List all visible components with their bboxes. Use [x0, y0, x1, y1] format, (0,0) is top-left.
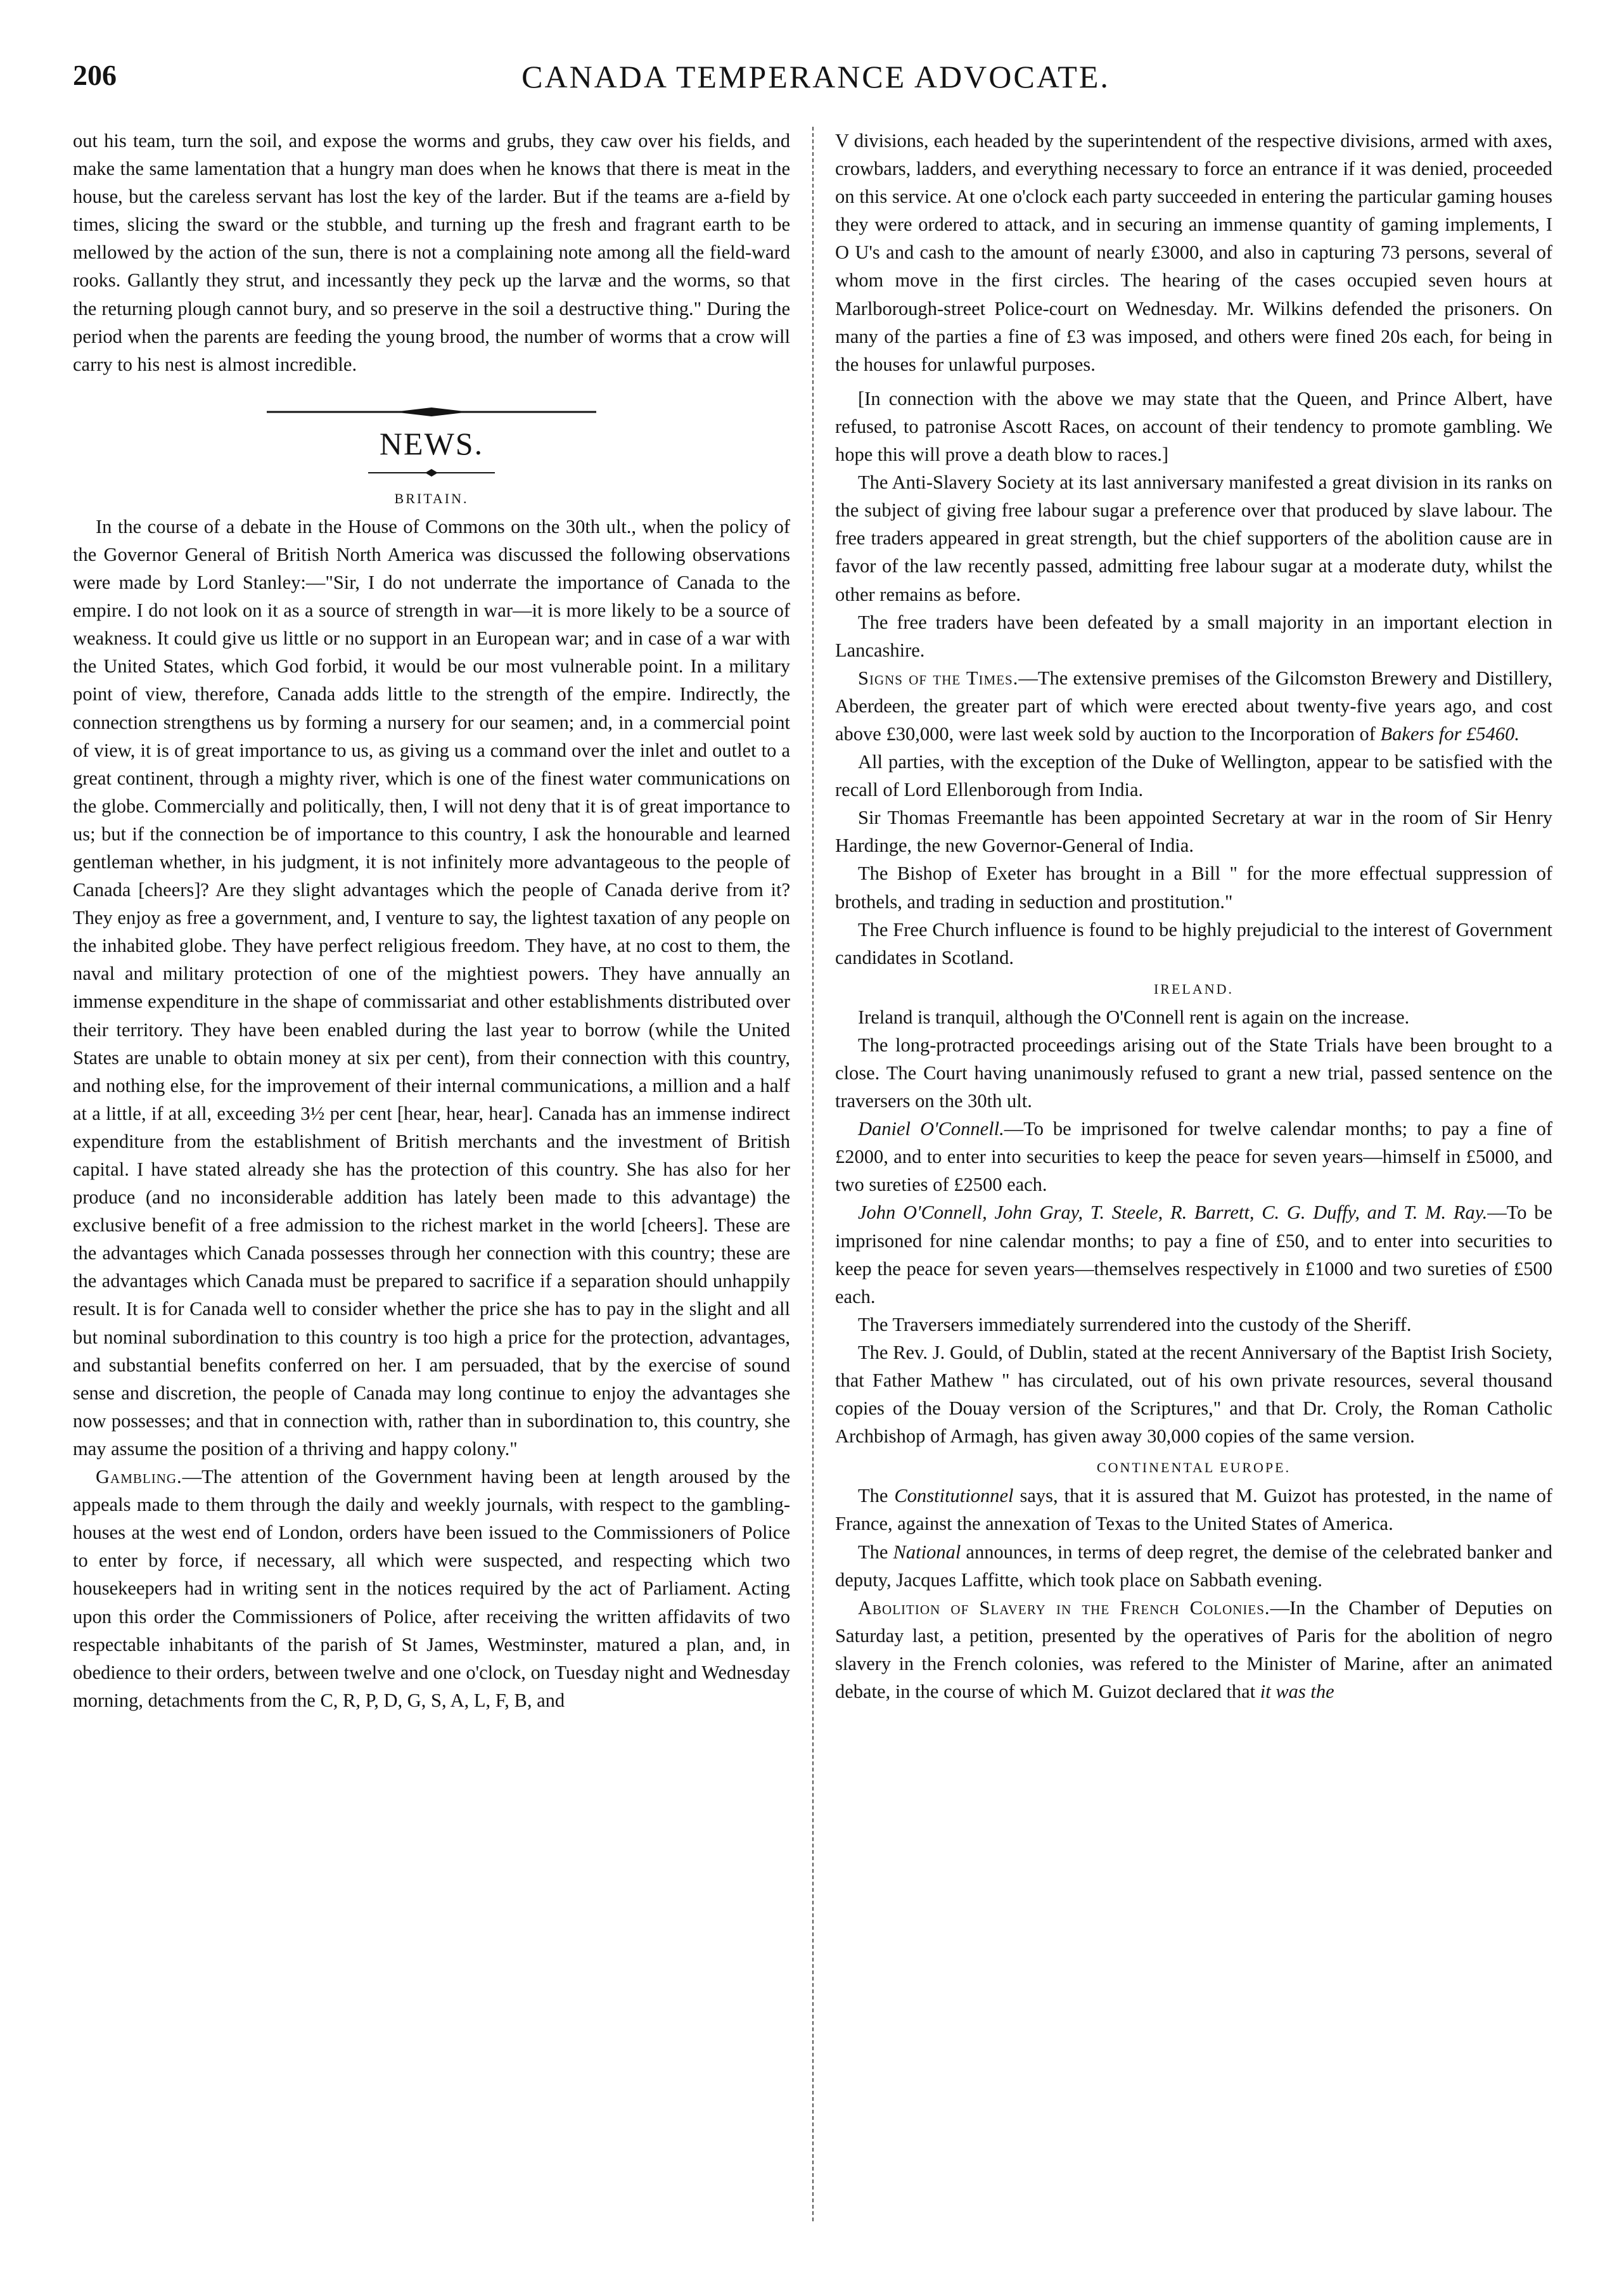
gambling-lead: Gambling. — [96, 1466, 182, 1488]
paragraph-ireland-2: The long-protracted proceedings arising out of the State Trials have been brought to a close. The Court having unanimously refused to grant a new trial, passed sentence on the traversers on the 30th ult. — [835, 1034, 1552, 1112]
guizot-text-b: says, that it is assured that M. Guizot has protested, in the name of France, against the annexation of Texas to the United States of America. — [835, 1485, 1552, 1535]
paragraph-bishop: The Bishop of Exeter has brought in a Bill " for the more effectual suppression of brothels, and trading in seduction and prostitution." — [835, 863, 1552, 913]
others-lead: John O'Connell, John Gray, T. Steele, R. Barrett, C. G. Duffy, and T. M. Ray. — [858, 1202, 1488, 1224]
signs-text: —The extensive premises of the Gilcomston Brewery and Distillery, Aberdeen, the greater part of which were erected about twenty-five years ago, and cost above £30,000, were last week sold by auction to the Incorporation of — [835, 667, 1552, 745]
news-ornament-top — [73, 408, 790, 416]
paragraph-gould: The Rev. J. Gould, of Dublin, stated at the recent Anniversary of the Baptist Irish Society, that Father Mathew " has circulated, out of his own private resources, several thousand copies of the Douay version of the Scriptures," and that Dr. Croly, the Roman Catholic Archbishop of Armagh, has given away 30,000 copies of the same version. — [835, 1341, 1552, 1447]
paragraph-traversers-list — [835, 1198, 1552, 1310]
paragraph-free-church: The Free Church influence is found to be highly prejudicial to the interest of Government candidates in Scotland. — [835, 918, 1552, 968]
news-ornament-bottom — [73, 468, 790, 477]
rule-ornament-icon — [267, 408, 596, 416]
paragraph-wellington: All parties, with the exception of the Duke of Wellington, appear to be satisfied with the recall of Lord Ellenborough from India. — [835, 751, 1552, 801]
constitutionnel-title: Constitutionnel — [894, 1485, 1014, 1507]
paragraph-free-traders: The free traders have been defeated by a small majority in an important election in Lancashire. — [835, 611, 1552, 661]
gambling-text: —The attention of the Government having been at length aroused by the appeals made to them through the daily and weekly journals, with respect to the gambling-houses at the west end of London, orders have been issued to the Commissioners of Police to enter by force, if necessary, all which were suspected, and respecting which two housekeepers had in writing sent in the notices required by the act of Parliament. Acting upon this order the Commissioners of Police, after receiving the written affidavits of two respectable inhabitants of the parish of St James, Westminster, matured a plan, and, in obedience to their orders, between twelve and one o'clock, on Tuesday night and Wednesday morning, detachments from the C, R, P, D, G, S, A, L, F, B, and — [73, 1466, 790, 1711]
paragraph-abolition — [835, 1594, 1552, 1705]
right-column — [835, 127, 1552, 1705]
abolition-text: —In the Chamber of Deputies on Saturday last, a petition, presented by the operatives of Paris for the abolition of negro slavery in the French colonies, was refered to the Minister of Marine, after an animated debate, in the course of which M. Guizot declared that — [835, 1596, 1552, 1702]
signs-italic: Bakers for £5460. — [1380, 722, 1519, 745]
page-header — [73, 58, 1559, 115]
column-divider — [812, 127, 815, 2221]
paragraph-traversers: The Traversers immediately surrendered into the custody of the Sheriff. — [858, 1313, 1412, 1335]
abolition-italic: it was the — [1260, 1680, 1334, 1702]
oconnell-lead: Daniel O'Connell. — [858, 1118, 1004, 1140]
abolition-lead: Abolition of Slavery in the French Colonies. — [858, 1596, 1270, 1619]
paragraph-britain: In the course of a debate in the House of Commons on the 30th ult., when the policy of the Governor General of British North America was discussed the following observations were made by Lord Stanley:—"Sir, I do not underrate the importance of Canada to the empire. I do not look on it as a source of strength in war—it is more likely to be a source of weakness. It could give us little or no support in an European war; and in case of a war with the United States, which God forbid, it would be our most vulnerable point. In a military point of view, therefore, Canada adds little to the strength of the empire. Indirectly, the connection strengthens us by forming a nursery for our seamen; and, in a commercial point of view, it is of great importance to us, as giving us a command over the inlet and outlet to a great continent, through a mighty river, which is one of the finest water communications on the globe. Commercially and politically, then, I will not deny that it is of great importance to us; but if the connection be of importance to this country, I ask the honourable and learned gentleman whether, in his judgment, it is not infinitely more advantageous to the people of Canada [cheers]? Are they slight advantages which the people of Canada derive from it? They enjoy as free a government, and, I venture to say, the lightest taxation of any people on the inhabited globe. They have perfect religious freedom. They have, at no cost to them, the naval and military protection of one of the mightiest powers. They have annually an immense expenditure in the shape of commissariat and other establishments distributed over their territory. They have been enabled during the last year to borrow (while the United States are unable to obtain money at six per cent), from their connection with this country, and nothing else, for the improvement of their internal communications, a million and a half at a little, if at all, exceeding 3½ per cent [hear, hear, hear]. Canada has an immense indirect expenditure from the establishment of British merchants and the investment of British capital. I have stated already she has the protection of this country. She has also for her produce (and no inconsiderable addition has lately been made to this advantage) the exclusive benefit of a free admission to the richest market in the world [cheers]. These are the advantages which Canada possesses through her connection with this country; these are the advantages which Canada must be prepared to sacrifice if a separation should unhappily result. It is for Canada well to consider whether the price she has to pay in the slight and all but nominal subordination to this country is too high a price for the protection, advantages, and substantial benefits conferred on her. I am persuaded, that by the exercise of sound sense and discretion, the people of Canada may long continue to enjoy the advantages she now possesses; and that in connection with, rather than in subordination to, this country, she may assume the position of a thriving and happy colony." — [73, 515, 790, 1460]
guizot-text-a: The — [858, 1485, 895, 1507]
paragraph-crows: out his team, turn the soil, and expose the worms and grubs, they caw over his fields, and make the same lamentation that a hungry man does when he knows that there is meat in the house, but the careless servant has lost the key of the larder. But if the teams are a-field by times, slicing the sward or the stubble, and turning up the fresh and fragrant earth to be mellowed by the action of the sun, there is not a complaining note among all the field-ward rooks. Gallantly they strut, and incessantly they peck up the larvæ and the worms, so that the returning plough cannot bury, and so preserve in the soil a destructive thing." During the period when the parents are feeding the young brood, the number of worms that a crow will carry to his nest is almost incredible. — [73, 130, 790, 375]
paragraph-oconnell — [835, 1115, 1552, 1198]
paragraph-anti-slavery: The Anti-Slavery Society at its last anniversary manifested a great division in its ranks on the subject of giving free labour sugar a preference over that produced by slave labour. The free traders appeared in great strength, but the chief supporters of the abolition cause are in favor of the law recently passed, admitting free labour sugar at a moderate duty, whilst the other remains as before. — [835, 472, 1552, 605]
continental-europe-heading: CONTINENTAL EUROPE. — [1096, 1460, 1291, 1476]
paragraph-national — [835, 1538, 1552, 1594]
paragraph-freemantle: Sir Thomas Freemantle has been appointed Secretary at war in the room of Sir Henry Hardinge, the new Governor-General of India. — [835, 807, 1552, 857]
paragraph-ascott: [In connection with the above we may state that the Queen, and Prince Albert, have refused, to patronise Ascott Races, on account of their tendency to promote gambling. We hope this will prove a death blow to races.] — [835, 387, 1552, 466]
britain-heading: BRITAIN. — [394, 490, 469, 506]
diamond-rule-icon — [368, 468, 495, 477]
paragraph-signs — [835, 664, 1552, 748]
others-text: —To be imprisoned for nine calendar months; to pay a fine of £50, and to enter into securities to keep the peace for seven years—themselves respectively in £1000 and two sureties of £500 each. — [835, 1202, 1552, 1307]
page-number: 206 — [73, 59, 117, 91]
national-text-a: The — [858, 1541, 893, 1563]
news-title: NEWS. — [379, 425, 484, 461]
paragraph-gambling-continued: V divisions, each headed by the superintendent of the respective divisions, armed with axes, crowbars, ladders, and everything necessary to force an entrance if it was denied, proceeded on this service. At one o'clock each party succeeded in entering the particular gaming houses they were ordered to attack, and in securing an immense quantity of gaming implements, I O U's and cash to the amount of nearly £3000, and also in capturing 73 persons, several of whom move in the first circles. The hearing of the cases occupied seven hours at Marlborough-street Police-court on Wednesday. Mr. Wilkins defended the prisoners. On many of the parties a fine of £3 was imposed, and others were fined 20s each, for being in the houses for unlawful purposes. — [835, 130, 1552, 375]
running-head: CANADA TEMPERANCE ADVOCATE. — [521, 59, 1110, 94]
oconnell-text: —To be imprisoned for twelve calendar months; to pay a fine of £2000, and to enter into securities to keep the peace for seven years—himself in £5000, and two sureties of £2500 each. — [835, 1118, 1552, 1196]
national-text-b: announces, in terms of deep regret, the demise of the celebrated banker and deputy, Jacques Laffitte, which took place on Sabbath evening. — [835, 1541, 1552, 1591]
left-column — [73, 127, 790, 1714]
national-title: National — [893, 1541, 961, 1563]
paragraph-guizot — [835, 1482, 1552, 1537]
signs-lead: Signs of the Times. — [858, 667, 1019, 689]
paragraph-ireland-1: Ireland is tranquil, although the O'Connell rent is again on the increase. — [858, 1006, 1410, 1028]
paragraph-gambling — [73, 1463, 790, 1714]
ireland-heading: IRELAND. — [1153, 980, 1234, 997]
